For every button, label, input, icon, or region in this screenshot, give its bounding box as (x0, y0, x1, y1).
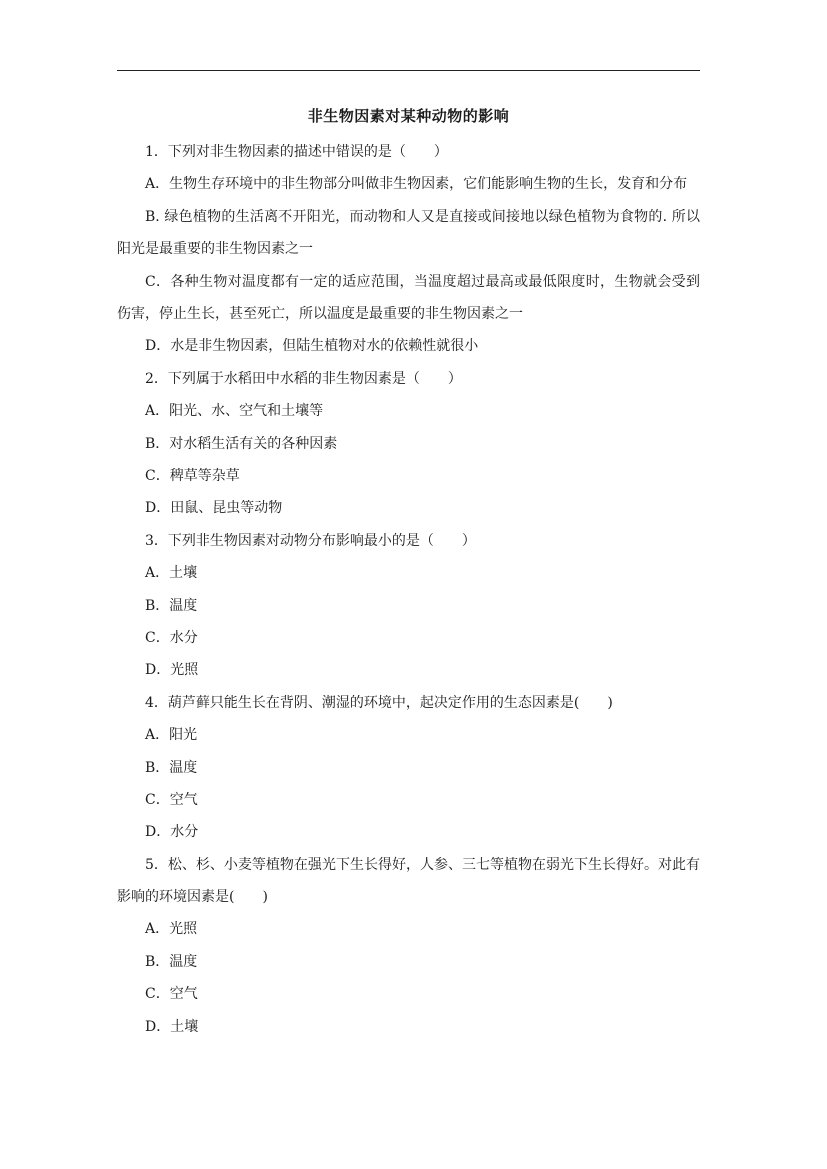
question-4 (117, 687, 700, 849)
document-body (117, 136, 700, 1043)
option-b: B．温度 (145, 759, 198, 776)
question-1 (117, 136, 700, 363)
question-stem: 5．松、杉、小麦等植物在强光下生长得好，人参、三七等植物在弱光下生长得好。对此有影响的环境因素是( ) (117, 856, 700, 906)
option-c: C．各种生物对温度都有一定的适应范围，当温度超过最高或最低限度时，生物就会受到伤害，停止生长，甚至死亡，所以温度是最重要的非生物因素之一 (117, 273, 700, 323)
option-c: C．空气 (145, 986, 198, 1003)
question-stem: 3．下列非生物因素对动物分布影响最小的是（ ） (145, 532, 476, 549)
option-b: B．温度 (145, 597, 198, 614)
option-b: B. 绿色植物的生活离不开阳光，而动物和人又是直接或间接地以绿色植物为食物的. 所以阳光是最重要的非生物因素之一 (117, 208, 700, 258)
header-rule (117, 70, 700, 71)
option-a: A．生物生存环境中的非生物部分叫做非生物因素，它们能影响生物的生长，发育和分布 (145, 176, 688, 193)
question-3 (117, 525, 700, 687)
question-stem: 2．下列属于水稻田中水稻的非生物因素是（ ） (145, 370, 462, 387)
question-stem: 1．下列对非生物因素的描述中错误的是（ ） (145, 144, 448, 160)
question-2 (117, 363, 700, 525)
document-title: 非生物因素对某种动物的影响 (307, 107, 510, 125)
option-a: A．土壤 (145, 565, 198, 582)
question-stem: 4．葫芦藓只能生长在背阴、潮湿的环境中，起决定作用的生态因素是( ) (145, 694, 613, 711)
option-d: D．田鼠、昆虫等动物 (145, 500, 283, 517)
option-b: B．温度 (145, 953, 198, 970)
option-d: D．水分 (145, 824, 199, 841)
option-a: A．阳光、水、空气和土壤等 (145, 403, 324, 420)
option-c: C．稗草等杂草 (145, 467, 240, 484)
option-b: B．对水稻生活有关的各种因素 (145, 435, 338, 452)
option-c: C．水分 (145, 629, 198, 646)
option-c: C．空气 (145, 791, 198, 808)
option-a: A．阳光 (145, 727, 198, 744)
option-d: D．水是非生物因素，但陆生植物对水的依赖性就很小 (145, 338, 479, 355)
option-d: D．光照 (145, 662, 199, 679)
option-a: A．光照 (145, 921, 198, 938)
option-d: D．土壤 (145, 1018, 199, 1035)
question-5 (117, 849, 700, 1043)
